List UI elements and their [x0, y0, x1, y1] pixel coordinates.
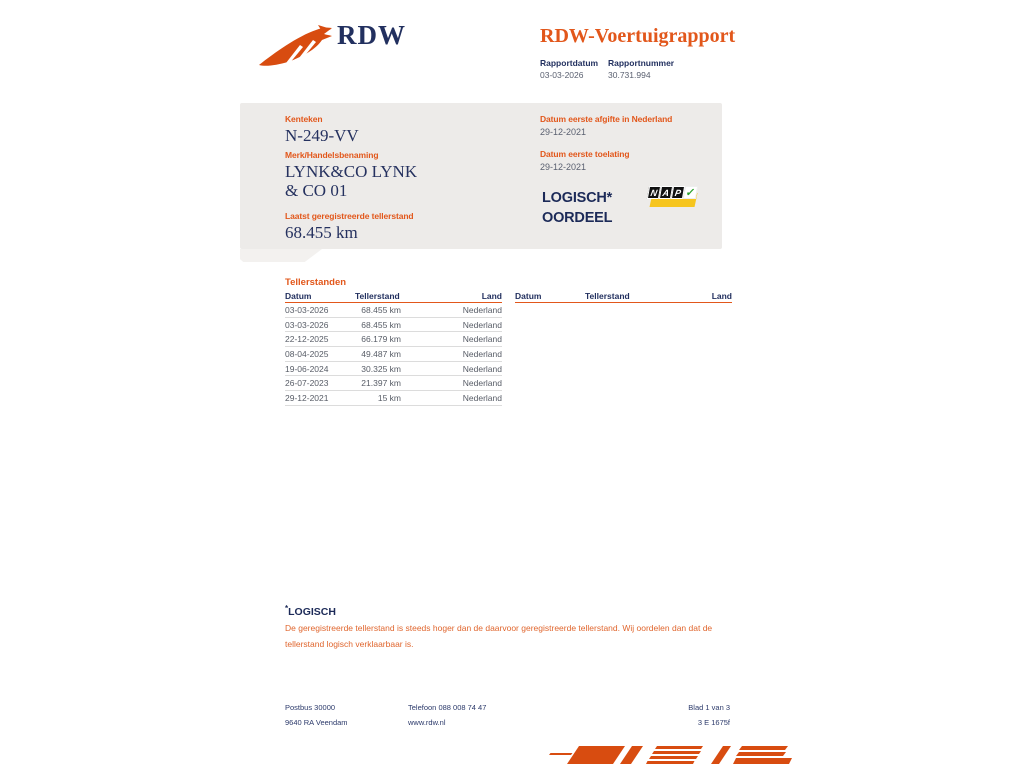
column-header-datum: Datum: [285, 291, 312, 301]
tellerstand-value: 68.455 km: [285, 223, 358, 242]
nap-letter-a: A: [659, 186, 673, 199]
rdw-stripes-graphic: [543, 741, 793, 768]
cell-tellerstand: 15 km: [377, 392, 401, 403]
table-body: [285, 303, 502, 406]
oordeel-verdict: [542, 188, 612, 228]
merk-label: Merk/Handelsbenaming: [285, 150, 379, 160]
merk-value: LYNK&CO LYNK & CO 01: [285, 162, 418, 200]
footer-phone: Telefoon 088 008 74 47: [408, 703, 487, 712]
report-date-value: 03-03-2026: [540, 70, 584, 80]
column-header-tellerstand: Tellerstand: [355, 291, 400, 301]
footnote-paragraph: De geregistreerde tellerstand is steeds hoger dan de daarvoor geregistreerde tellerstand. Wij oordelen dan dat de tellerstand logisch verklaarbaar is.: [285, 623, 713, 649]
column-header-land: Land: [481, 291, 502, 301]
nap-letter-p: P: [671, 186, 685, 199]
cell-datum: 22-12-2025: [285, 334, 329, 345]
cell-tellerstand: 21.397 km: [361, 378, 401, 389]
toelating-value: 29-12-2021: [540, 162, 587, 172]
cell-land: Nederland: [462, 304, 502, 315]
footnote-heading: [285, 604, 336, 618]
summary-box-flap: [240, 249, 322, 262]
cell-datum: 03-03-2026: [285, 319, 329, 330]
nap-letter-n: N: [647, 186, 661, 199]
cell-tellerstand: 68.455 km: [361, 304, 401, 315]
footer-page-info: [630, 700, 730, 730]
footer-address-line1: Postbus 30000: [285, 703, 336, 712]
toelating-label: Datum eerste toelating: [540, 149, 630, 159]
table-row: [285, 391, 502, 406]
afgifte-value: 29-12-2021: [540, 127, 587, 137]
table-row: [285, 347, 502, 362]
footer-address-line2: 9640 RA Veendam: [285, 718, 348, 727]
cell-land: Nederland: [462, 319, 502, 330]
tellerstanden-table-right: [515, 291, 732, 303]
cell-tellerstand: 30.325 km: [361, 363, 401, 374]
footer-form-code: 3 E 1675f: [697, 718, 730, 727]
cell-tellerstand: 66.179 km: [361, 334, 401, 345]
cell-land: Nederland: [462, 334, 502, 345]
column-header-tellerstand: Tellerstand: [585, 291, 630, 301]
footnote-star: *: [285, 604, 289, 613]
kenteken-value: N-249-VV: [285, 126, 359, 145]
cell-land: Nederland: [462, 363, 502, 374]
cell-tellerstand: 68.455 km: [361, 319, 401, 330]
cell-datum: 19-06-2024: [285, 363, 329, 374]
footer-page-number: Blad 1 van 3: [688, 703, 730, 712]
report-date-label: Rapportdatum: [540, 58, 599, 68]
nap-checkmark-icon: ✓: [683, 186, 698, 199]
footer-website: www.rdw.nl: [408, 718, 446, 727]
table-row: [285, 332, 502, 347]
nap-logo: [646, 184, 698, 210]
tellerstanden-section-title: Tellerstanden: [285, 277, 347, 288]
footer-address: [285, 700, 348, 730]
cell-datum: 26-07-2023: [285, 378, 329, 389]
kenteken-label: Kenteken: [285, 114, 323, 124]
cell-datum: 03-03-2026: [285, 304, 329, 315]
report-number-label: Rapportnummer: [608, 58, 675, 68]
column-header-datum: Datum: [515, 291, 542, 301]
oordeel-line2: OORDEEL: [542, 210, 613, 226]
table-header-row: [285, 291, 502, 303]
cell-datum: 08-04-2025: [285, 348, 329, 359]
column-header-land: Land: [711, 291, 732, 301]
table-row: [285, 376, 502, 391]
oordeel-line1: LOGISCH*: [542, 190, 613, 206]
table-row: [285, 362, 502, 377]
tellerstand-label: Laatst geregistreerde tellerstand: [285, 211, 414, 221]
report-title: RDW-Voertuigrapport: [540, 25, 736, 47]
rdw-logo-text: RDW: [337, 20, 406, 50]
cell-tellerstand: 49.487 km: [361, 348, 401, 359]
cell-land: Nederland: [462, 348, 502, 359]
table-header-row: [515, 291, 732, 303]
rdw-eagle-logo-icon: [258, 21, 334, 67]
tellerstanden-table-left: [285, 291, 502, 406]
cell-datum: 29-12-2021: [285, 392, 329, 403]
table-row: [285, 303, 502, 318]
report-number-value: 30.731.994: [608, 70, 651, 80]
cell-land: Nederland: [462, 378, 502, 389]
table-row: [285, 318, 502, 333]
cell-land: Nederland: [462, 392, 502, 403]
footnote-title-text: LOGISCH: [288, 606, 336, 618]
footer-contact: [408, 700, 486, 730]
afgifte-label: Datum eerste afgifte in Nederland: [540, 114, 673, 124]
